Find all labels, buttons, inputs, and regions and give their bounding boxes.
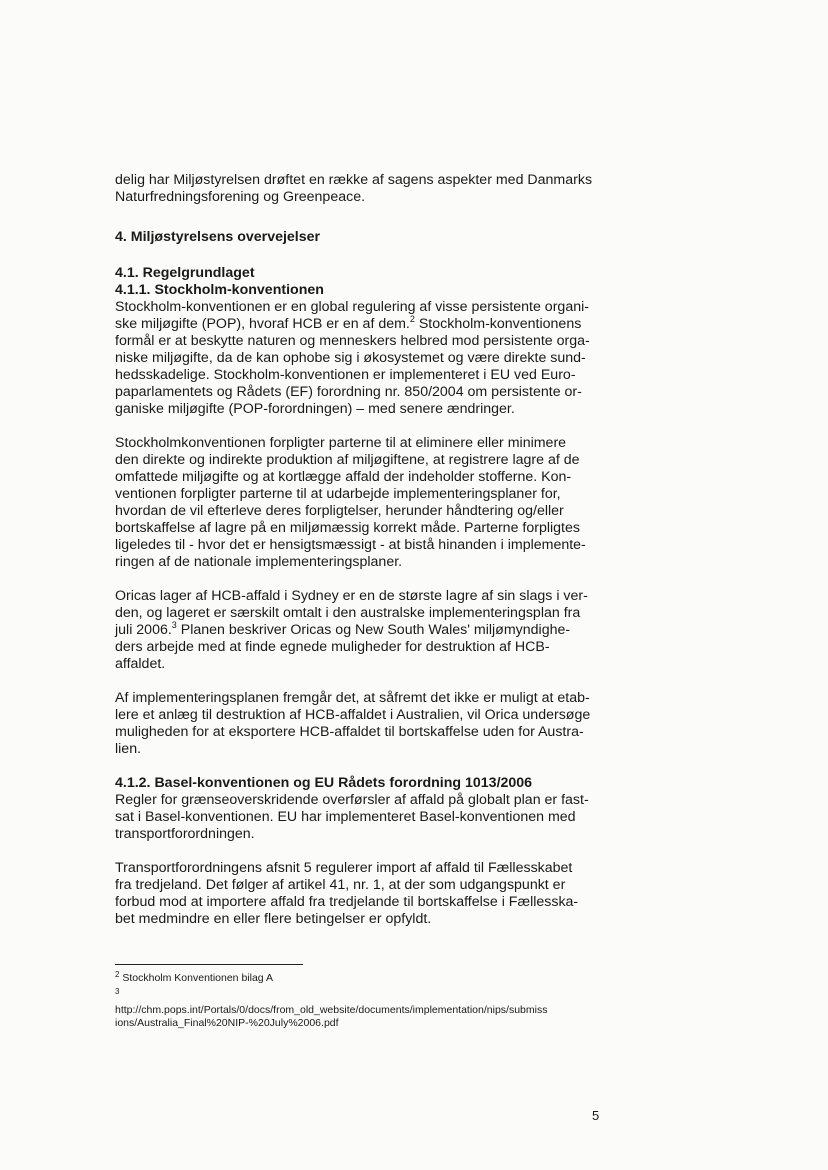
paragraph-line: lere et anlæg til destruktion af HCB-affaldet i Australien, vil Orica undersøge: [115, 707, 591, 723]
paragraph-line: bet medmindre en eller flere betingelser er opfyldt.: [115, 911, 432, 927]
footnote-3-link[interactable]: http://chm.pops.int/Portals/0/docs/from_old_website/documents/implementation/nips/submiss: [115, 1004, 548, 1016]
paragraph-line: Stockholm-konventionen er en global regulering af visse persistente organi-: [115, 299, 589, 315]
paragraph-line: den direkte og indirekte produktion af miljøgiftene, at registrere lagre af de: [115, 452, 580, 468]
paragraph-line: ske miljøgifte (POP), hvoraf HCB er en af dem.$^2$ Stockholm-konventionens: [115, 314, 582, 332]
paragraph-line: Transportforordningens afsnit 5 regulerer import af affald til Fællesskabet: [115, 860, 573, 876]
paragraph-line: ders arbejde med at finde egnede muligheder for destruktion af HCB-: [115, 639, 550, 655]
paragraph-line: ganiske miljøgifte (POP-forordningen) – med senere ændringer.: [115, 401, 515, 417]
paragraph-line: bortskaffelse af lagre på en miljømæssig korrekt måde. Parterne forpligtes: [115, 520, 580, 536]
paragraph-line: ringen af de nationale implementeringsplaner.: [115, 554, 403, 570]
footnotes: [115, 972, 615, 1030]
body-text: [115, 172, 605, 928]
paragraph-line: niske miljøgifte, da de kan ophobe sig i økosystemet og være direkte sund-: [115, 350, 586, 366]
paragraph-line: formål er at beskytte naturen og menneskers helbred mod persistente orga-: [115, 333, 590, 349]
paragraph-line: muligheden for at eksportere HCB-affaldet til bortskaffelse uden for Austra-: [115, 724, 584, 740]
paragraph-line: omfattede miljøgifte og at kortlægge affald der indeholder stofferne. Kon-: [115, 469, 572, 485]
paragraph-line: Oricas lager af HCB-affald i Sydney er en de største lagre af sin slags i ver-: [115, 588, 588, 604]
footnote-separator: [115, 964, 303, 965]
paragraph-line: paparlamentets og Rådets (EF) forordning nr. 850/2004 om persistente or-: [115, 384, 582, 400]
footnote-2: $^2$ Stockholm Konventionen bilag A: [115, 970, 273, 984]
paragraph-line: ventionen forpligter parterne til at udarbejde implementeringsplaner for,: [115, 486, 561, 502]
paragraph-line: Stockholmkonventionen forpligter parterne til at eliminere eller minimere: [115, 435, 567, 451]
paragraph-line: lien.: [115, 741, 142, 757]
paragraph-line: ligeledes til - hvor det er hensigtsmæssigt - at bistå hinanden i implemente-: [115, 537, 586, 553]
footnote-ref-3[interactable]: 3: [171, 620, 177, 630]
intro-line: delig har Miljøstyrelsen drøftet en række af sagens aspekter med Danmarks: [115, 172, 593, 188]
footnote-ref-2[interactable]: 2: [409, 314, 415, 324]
paragraph-line: hvordan de vil efterleve deres forpligtelser, herunder håndtering og/eller: [115, 503, 564, 519]
paragraph-line: Af implementeringsplanen fremgår det, at såfremt det ikke er muligt at etab-: [115, 690, 590, 706]
page-number: 5: [592, 1108, 600, 1123]
paragraph-line: transportforordningen.: [115, 826, 255, 842]
paragraph-line: den, og lageret er særskilt omtalt i den australske implementeringsplan fra: [115, 605, 581, 621]
section-4-1-2-heading: 4.1.2. Basel-konventionen og EU Rådets forordning 1013/2006: [115, 775, 533, 791]
footnote-3-link[interactable]: ions/Australia_Final%20NIP-%20July%2006.pdf: [115, 1017, 339, 1029]
paragraph-line: Regler for grænseoverskridende overførsler af affald på globalt plan er fast-: [115, 792, 589, 808]
paragraph-line: fra tredjeland. Det følger af artikel 41, nr. 1, at der som udgangspunkt er: [115, 877, 566, 893]
intro-line: Naturfredningsforening og Greenpeace.: [115, 189, 366, 205]
footnote-3-mark: 3: [115, 987, 120, 996]
paragraph-line: sat i Basel-konventionen. EU har implementeret Basel-konventionen med: [115, 809, 576, 825]
paragraph-line: hedsskadelige. Stockholm-konventionen er implementeret i EU ved Euro-: [115, 367, 576, 383]
section-4-1-1-heading: 4.1.1. Stockholm-konventionen: [115, 282, 324, 298]
paragraph-line: forbud mod at importere affald fra tredjelande til bortskaffelse i Fællesska-: [115, 894, 579, 910]
paragraph-line: affaldet.: [115, 656, 166, 672]
section-4-heading: 4. Miljøstyrelsens overvejelser: [115, 229, 321, 245]
paragraph-line: juli 2006.$^3$ Planen beskriver Oricas og New South Wales' miljømyndighe-: [115, 620, 571, 638]
section-4-1-heading: 4.1. Regelgrundlaget: [115, 265, 255, 281]
